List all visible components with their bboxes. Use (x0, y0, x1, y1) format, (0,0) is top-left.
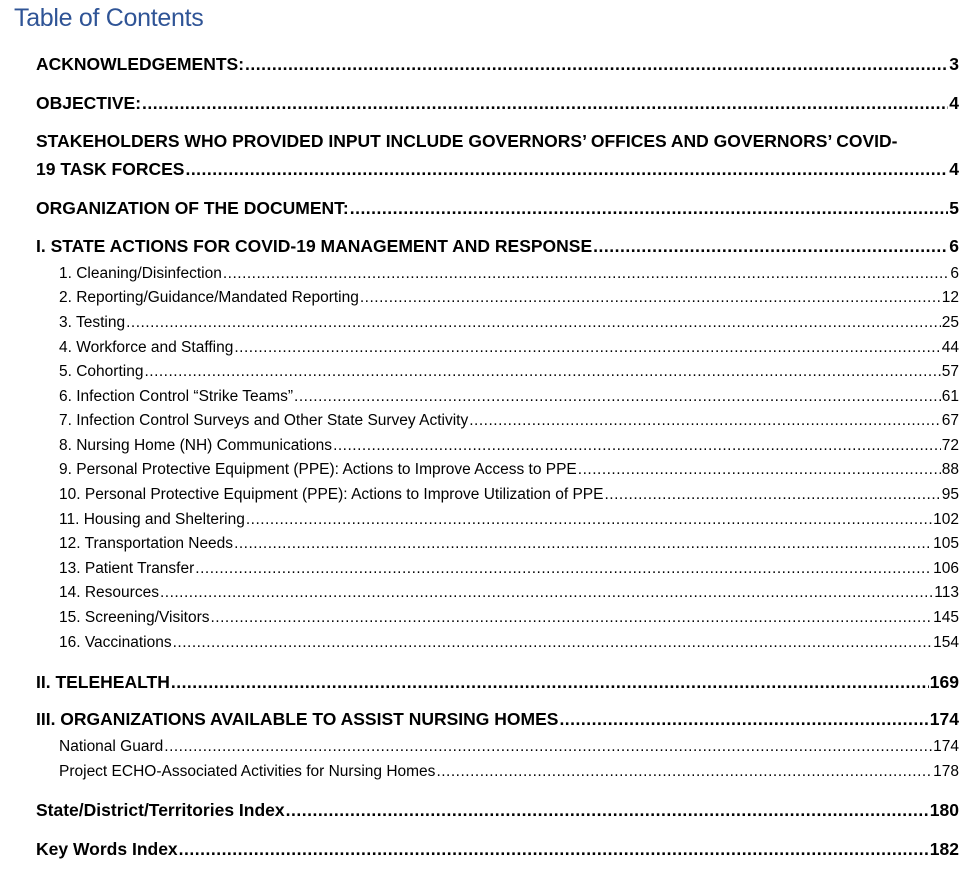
toc-leader-dots (245, 54, 948, 75)
toc-entry-page: 61 (941, 388, 959, 405)
toc-entry-page: 3 (949, 54, 959, 74)
toc-leader-dots (164, 738, 932, 756)
toc-entry-label: 10. Personal Protective Equipment (PPE): Actions to Improve Utilization of PPE (59, 486, 604, 503)
toc-leader-dots (360, 289, 941, 307)
toc-entry-organization[interactable] (36, 198, 959, 219)
toc-entry-label: II. TELEHEALTH (36, 672, 170, 692)
toc-entry-page: 6 (949, 236, 959, 256)
toc-leader-dots (160, 584, 933, 602)
toc-leader-dots (142, 93, 948, 114)
toc-entry-label: 6. Infection Control “Strike Teams” (59, 388, 294, 405)
toc-entry-patient-transfer[interactable] (59, 560, 959, 578)
toc-leader-dots (126, 314, 941, 332)
toc-entry-national-guard[interactable] (59, 738, 959, 756)
toc-entry-resources[interactable] (59, 584, 959, 602)
toc-entry-page: 145 (933, 609, 959, 626)
toc-entry-stakeholders[interactable] (36, 159, 959, 180)
toc-title: Table of Contents (14, 4, 204, 32)
toc-entry-transportation[interactable] (59, 535, 959, 553)
toc-entry-vaccinations[interactable] (59, 634, 959, 652)
toc-entry-label: 3. Testing (59, 314, 126, 331)
toc-entry-label: 14. Resources (59, 584, 159, 601)
toc-leader-dots (171, 672, 929, 693)
toc-leader-dots (604, 486, 940, 504)
toc-entry-label: 13. Patient Transfer (59, 560, 195, 577)
toc-entry-page: 174 (929, 709, 959, 729)
toc-leader-dots (234, 535, 932, 553)
toc-entry-page: 5 (949, 198, 959, 218)
toc-entry-workforce[interactable] (59, 339, 959, 357)
toc-entry-label: III. ORGANIZATIONS AVAILABLE TO ASSIST NURSING HOMES (36, 709, 559, 729)
toc-entry-ppe-utilization[interactable] (59, 486, 959, 504)
toc-entry-surveys[interactable] (59, 412, 959, 430)
toc-leader-dots (578, 461, 941, 479)
toc-entry-housing[interactable] (59, 511, 959, 529)
toc-entry-cohorting[interactable] (59, 363, 959, 381)
toc-entry-label: Project ECHO-Associated Activities for Nursing Homes (59, 763, 436, 780)
toc-entry-label: OBJECTIVE: (36, 93, 142, 113)
toc-entry-page: 174 (933, 738, 959, 755)
toc-entry-stakeholders-line1[interactable] (36, 131, 959, 152)
toc-entry-page: 67 (941, 412, 959, 429)
toc-entry-page: 44 (941, 339, 959, 356)
toc-entry-label: 5. Cohorting (59, 363, 144, 380)
toc-entry-label: 2. Reporting/Guidance/Mandated Reporting (59, 289, 359, 306)
toc-entry-state-actions[interactable] (36, 236, 959, 257)
toc-entry-page: 12 (941, 289, 959, 306)
toc-leader-dots (246, 511, 932, 529)
toc-entry-label: State/District/Territories Index (36, 800, 285, 820)
toc-leader-dots (436, 763, 932, 781)
toc-leader-dots (173, 634, 933, 652)
toc-entry-screening[interactable] (59, 609, 959, 627)
toc-entry-testing[interactable] (59, 314, 959, 332)
toc-leader-dots (469, 412, 941, 430)
toc-entry-label: I. STATE ACTIONS FOR COVID-19 MANAGEMENT AND RESPONSE (36, 236, 593, 256)
toc-entry-communications[interactable] (59, 437, 959, 455)
toc-leader-dots (286, 800, 929, 821)
toc-entry-page: 4 (949, 93, 959, 113)
toc-entry-page: 57 (941, 363, 959, 380)
toc-entry-label: Key Words Index (36, 839, 178, 859)
toc-entry-state-index[interactable] (36, 800, 959, 821)
toc-entry-label: 4. Workforce and Staffing (59, 339, 234, 356)
toc-entry-label: 7. Infection Control Surveys and Other State Survey Activity (59, 412, 469, 429)
toc-leader-dots (593, 236, 948, 257)
toc-entry-page: 182 (929, 839, 959, 859)
toc-entry-strike-teams[interactable] (59, 388, 959, 406)
toc-entry-organizations[interactable] (36, 709, 959, 730)
toc-entry-page: 106 (933, 560, 959, 577)
toc-entry-label: ACKNOWLEDGEMENTS: (36, 54, 245, 74)
toc-entry-label: 16. Vaccinations (59, 634, 172, 651)
toc-leader-dots (294, 388, 941, 406)
toc-leader-dots (144, 363, 940, 381)
toc-entry-keywords-index[interactable] (36, 839, 959, 860)
toc-entry-page: 102 (933, 511, 959, 528)
toc-entry-label: 15. Screening/Visitors (59, 609, 210, 626)
toc-leader-dots (559, 709, 928, 730)
toc-entry-page: 88 (941, 461, 959, 478)
toc-entry-label-line1: STAKEHOLDERS WHO PROVIDED INPUT INCLUDE GOVERNORS’ OFFICES AND GOVERNORS’ COVID- (36, 131, 898, 151)
toc-entry-page: 113 (934, 584, 959, 601)
toc-entry-page: 169 (929, 672, 959, 692)
toc-entry-page: 72 (941, 437, 959, 454)
toc-leader-dots (179, 839, 929, 860)
toc-entry-label: 11. Housing and Sheltering (59, 511, 245, 528)
toc-entry-cleaning[interactable] (59, 265, 959, 283)
toc-leader-dots (211, 609, 933, 627)
toc-entry-acknowledgements[interactable] (36, 54, 959, 75)
toc-entry-label: 12. Transportation Needs (59, 535, 234, 552)
toc-entry-project-echo[interactable] (59, 763, 959, 781)
toc-entry-label: 19 TASK FORCES (36, 159, 185, 179)
toc-entry-telehealth[interactable] (36, 672, 959, 693)
toc-entry-page: 25 (941, 314, 959, 331)
toc-entry-page: 4 (949, 159, 959, 179)
toc-leader-dots (333, 437, 941, 455)
toc-entry-label: ORGANIZATION OF THE DOCUMENT: (36, 198, 349, 218)
toc-entry-label: National Guard (59, 738, 164, 755)
toc-entry-page: 105 (933, 535, 959, 552)
toc-entry-page: 180 (929, 800, 959, 820)
toc-leader-dots (195, 560, 932, 578)
toc-entry-label: 8. Nursing Home (NH) Communications (59, 437, 333, 454)
toc-entry-page: 178 (933, 763, 959, 780)
toc-leader-dots (350, 198, 949, 219)
toc-entry-objective[interactable] (36, 93, 959, 114)
toc-entry-page: 154 (933, 634, 959, 651)
toc-leader-dots (234, 339, 940, 357)
toc-entry-label: 9. Personal Protective Equipment (PPE): Actions to Improve Access to PPE (59, 461, 577, 478)
toc-entry-label: 1. Cleaning/Disinfection (59, 265, 222, 282)
toc-entry-reporting[interactable] (59, 289, 959, 307)
toc-entry-ppe-access[interactable] (59, 461, 959, 479)
toc-entry-page: 6 (950, 265, 959, 282)
toc-leader-dots (185, 159, 948, 180)
toc-leader-dots (223, 265, 950, 283)
toc-entry-page: 95 (941, 486, 959, 503)
